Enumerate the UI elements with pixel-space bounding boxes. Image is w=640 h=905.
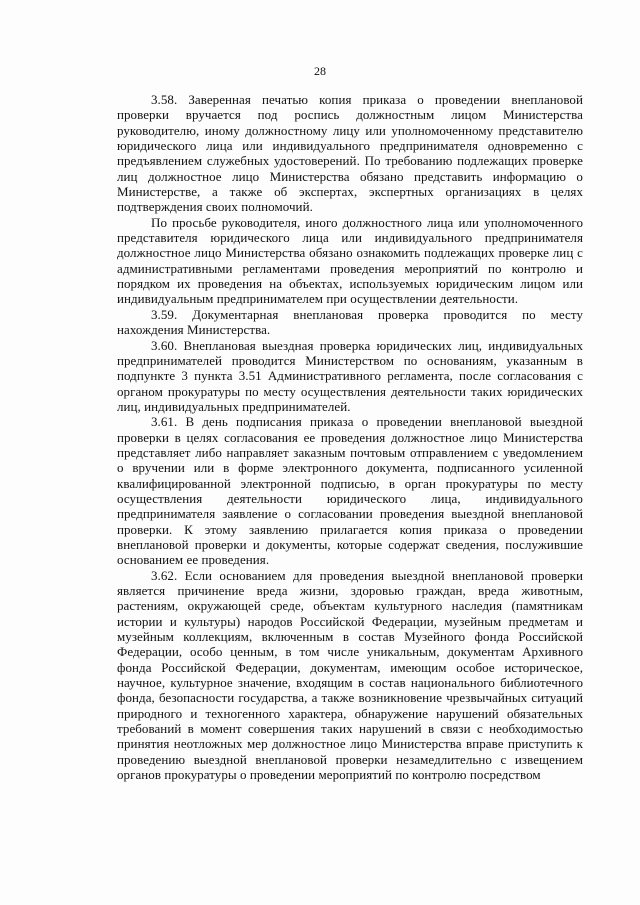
document-body (117, 92, 583, 782)
paragraph-3-58: 3.58. Заверенная печатью копия приказа о проведении внеплановой проверки вручается под роспись должностным лицом Министерства руководителю, иному должностному лицу или уполномоченному представителю юридического лица или индивидуального предпринимателя одновременно с предъявлением служебных удостоверений. По требованию подлежащих проверке лиц должностное лицо Министерства обязано представить информацию о Министерстве, а также об экспертах, экспертных организациях в целях подтверждения своих полномочий. (117, 92, 583, 215)
paragraph-request-familiarization: По просьбе руководителя, иного должностного лица или уполномоченного представителя юридического лица или индивидуального предпринимателя должностное лицо Министерства обязано ознакомить подлежащих проверке лиц с административными регламентами проведения мероприятий по контролю и порядком их проведения на объектах, используемых юридическим лицом или индивидуальным предпринимателем при осуществлении деятельности. (117, 214, 583, 307)
paragraph-3-60: 3.60. Внеплановая выездная проверка юридических лиц, индивидуальных предпринимателей проводится Министерством по основаниям, указанным в подпункте 3 пункта 3.51 Административного регламента, после согласования с органом прокуратуры по месту осуществления деятельности таких юридических лиц, индивидуальных предпринимателей. (117, 337, 583, 414)
page-number: 28 (314, 64, 326, 78)
paragraph-3-62: 3.62. Если основанием для проведения выездной внеплановой проверки является причинение вреда жизни, здоровью граждан, вреда животным, растениям, окружающей среде, объектам культурного наследия (памятникам истории и культуры) народов Российской Федерации, музейным предметам и музейным коллекциям, включенным в состав Музейного фонда Российской Федерации, особо ценным, в том числе уникальным, документам Архивного фонда Российской Федерации, документам, имеющим особое историческое, научное, культурное значение, входящим в состав национального библиотечного фонда, безопасности государства, а также возникновение чрезвычайных ситуаций природного и техногенного характера, обнаружение нарушений обязательных требований в момент совершения таких нарушений в связи с необходимостью принятия неотложных мер должностное лицо Министерства вправе приступить к проведению выездной внеплановой проверки незамедлительно с извещением органов прокуратуры о проведении мероприятий по контролю посредством (117, 567, 583, 783)
paragraph-3-61: 3.61. В день подписания приказа о проведении внеплановой выездной проверки в целях согласования ее проведения должностное лицо Министерства представляет либо направляет заказным почтовым отправлением с уведомлением о вручении или в форме электронного документа, подписанного усиленной квалифицированной электронной подписью, в орган прокуратуры по месту осуществления деятельности юридического лица, индивидуального предпринимателя заявление о согласовании проведения выездной внеплановой проверки. К этому заявлению прилагается копия приказа о проведении внеплановой проверки и документы, которые содержат сведения, послужившие основанием ее проведения. (117, 414, 583, 568)
paragraph-3-59: 3.59. Документарная внеплановая проверка проводится по месту нахождения Министерства. (117, 306, 583, 338)
